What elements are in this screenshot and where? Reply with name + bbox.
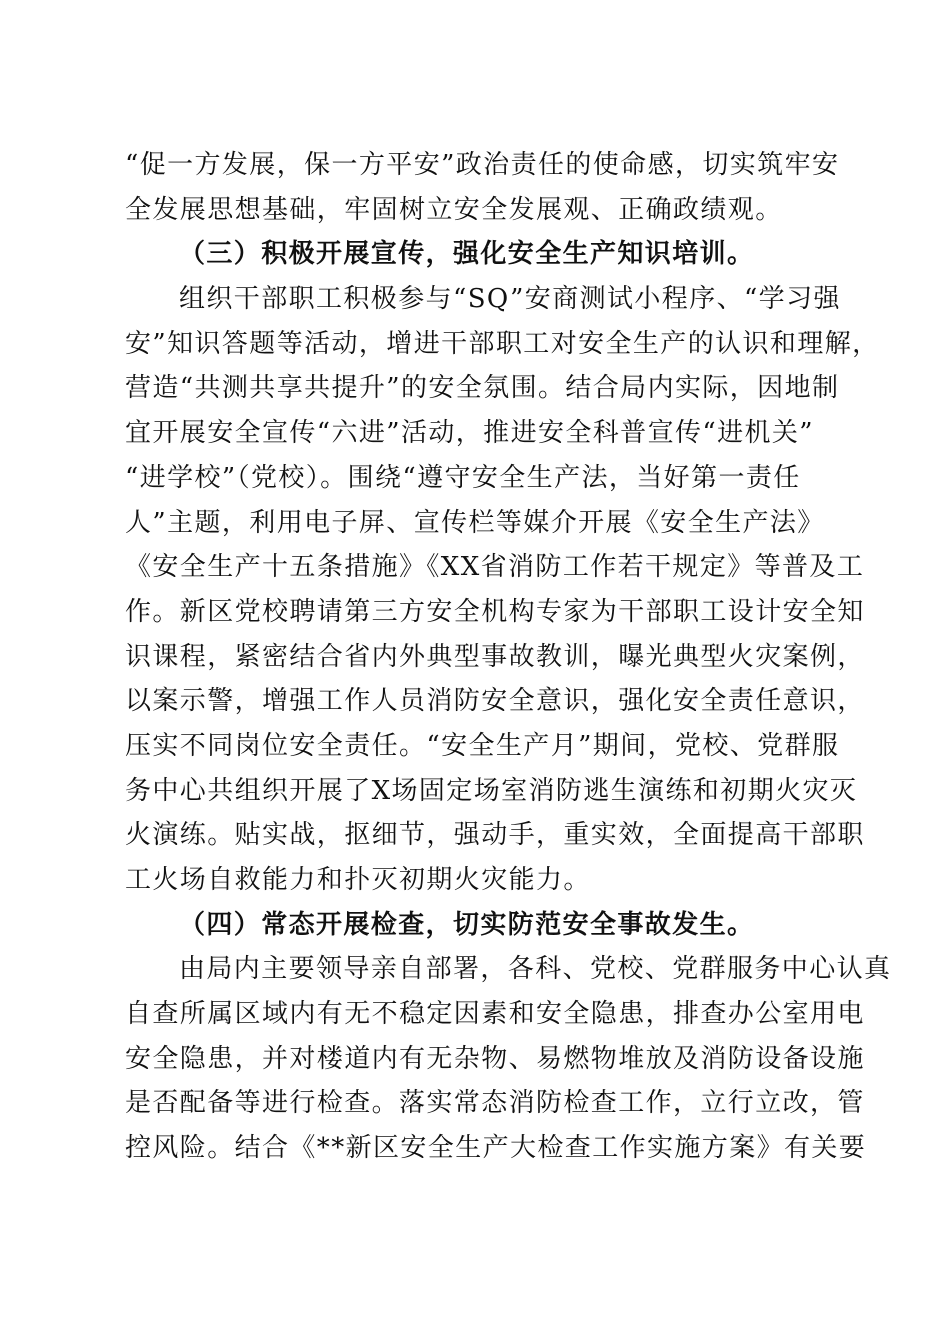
paragraph-line: “进学校”（党校）。围绕“遵守安全生产法，当好第一责任	[125, 462, 801, 493]
paragraph-line: 务中心共组织开展了X场固定场室消防逃生演练和初期火灾灭	[125, 775, 858, 806]
paragraph-line: 营造“共测共享共提升”的安全氛围。结合局内实际，因地制	[125, 373, 840, 404]
paragraph-line: 作。新区党校聘请第三方安全机构专家为干部职工设计安全知	[125, 596, 865, 627]
paragraph-line: 工火场自救能力和扑灭初期火灾能力。	[125, 865, 591, 895]
paragraph-line: 安全隐患，并对楼道内有无杂物、易燃物堆放及消防设备设施	[125, 1043, 865, 1074]
paragraph-line: 火演练。贴实战，抠细节，强动手，重实效，全面提高干部职	[125, 820, 865, 851]
paragraph-line: 人”主题，利用电子屏、宣传栏等媒介开展《安全生产法》	[125, 507, 825, 538]
paragraph-line: “促一方发展，保一方平安”政治责任的使命感，切实筑牢安	[125, 150, 840, 180]
paragraph-line: 由局内主要领导亲自部署，各科、党校、党群服务中心认真	[179, 954, 892, 985]
paragraph-line: 控风险。结合《**新区安全生产大检查工作实施方案》有关要	[125, 1133, 867, 1164]
paragraph-line: 安”知识答题等活动，增进干部职工对安全生产的认识和理解，	[125, 328, 880, 359]
paragraph-line: 全发展思想基础，牢固树立安全发展观、正确政绩观。	[125, 194, 783, 225]
paragraph-line: 是否配备等进行检查。落实常态消防检查工作，立行立改，管	[125, 1088, 865, 1119]
paragraph-line: 压实不同岗位安全责任。“安全生产月”期间，党校、党群服	[125, 730, 840, 761]
paragraph-line: 《安全生产十五条措施》《XX省消防工作若干规定》等普及工	[125, 552, 865, 583]
paragraph-line: 自查所属区域内有无不稳定因素和安全隐患，排查办公室用电	[125, 999, 865, 1030]
paragraph-line: 识课程，紧密结合省内外典型事故教训，曝光典型火灾案例，	[125, 641, 865, 672]
paragraph-line: 以案示警，增强工作人员消防安全意识，强化安全责任意识，	[125, 686, 865, 717]
section-heading-3: （三）积极开展宣传，强化安全生产知识培训。	[179, 239, 755, 270]
document-body	[125, 143, 892, 1171]
paragraph-line: 组织干部职工积极参与“SQ”安商测试小程序、“学习强	[179, 284, 841, 315]
paragraph-line: 宜开展安全宣传“六进”活动，推进安全科普宣传“进机关”	[125, 418, 814, 449]
section-heading-4: （四）常态开展检查，切实防范安全事故发生。	[179, 909, 755, 940]
